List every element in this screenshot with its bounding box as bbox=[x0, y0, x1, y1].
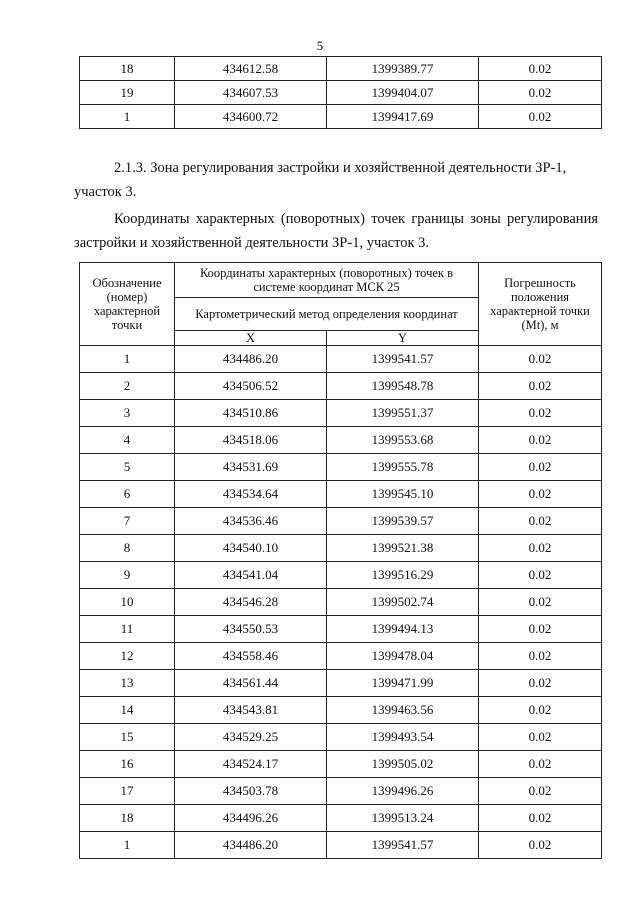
error-cell: 0.02 bbox=[479, 616, 602, 643]
header-point-number: Обозначение (номер) характерной точки bbox=[80, 263, 175, 346]
error-cell: 0.02 bbox=[479, 105, 602, 129]
point-number-cell: 12 bbox=[80, 643, 175, 670]
y-coordinate-cell: 1399502.74 bbox=[327, 589, 479, 616]
table-row bbox=[80, 643, 602, 670]
point-number-cell: 1 bbox=[80, 105, 175, 129]
table-header bbox=[80, 263, 602, 346]
header-x: X bbox=[175, 331, 327, 346]
table-row bbox=[80, 832, 602, 859]
point-number-cell: 1 bbox=[80, 346, 175, 373]
point-number-cell: 18 bbox=[80, 805, 175, 832]
y-coordinate-cell: 1399541.57 bbox=[327, 832, 479, 859]
coordinates-table-continued bbox=[79, 56, 602, 129]
table-body bbox=[80, 346, 602, 859]
error-cell: 0.02 bbox=[479, 81, 602, 105]
x-coordinate-cell: 434518.06 bbox=[175, 427, 327, 454]
y-coordinate-cell: 1399404.07 bbox=[327, 81, 479, 105]
y-coordinate-cell: 1399496.26 bbox=[327, 778, 479, 805]
point-number-cell: 3 bbox=[80, 400, 175, 427]
point-number-cell: 10 bbox=[80, 589, 175, 616]
table-row bbox=[80, 697, 602, 724]
table-row bbox=[80, 778, 602, 805]
point-number-cell: 6 bbox=[80, 481, 175, 508]
y-coordinate-cell: 1399463.56 bbox=[327, 697, 479, 724]
error-cell: 0.02 bbox=[479, 724, 602, 751]
error-cell: 0.02 bbox=[479, 57, 602, 81]
y-coordinate-cell: 1399555.78 bbox=[327, 454, 479, 481]
table-row bbox=[80, 670, 602, 697]
top-table-body bbox=[80, 57, 602, 129]
error-cell: 0.02 bbox=[479, 589, 602, 616]
table-row bbox=[80, 427, 602, 454]
header-coordinates: Координаты характерных (поворотных) точек в системе координат МСК 25 bbox=[175, 263, 479, 298]
table-row bbox=[80, 481, 602, 508]
x-coordinate-cell: 434486.20 bbox=[175, 832, 327, 859]
error-cell: 0.02 bbox=[479, 778, 602, 805]
y-coordinate-cell: 1399553.68 bbox=[327, 427, 479, 454]
y-coordinate-cell: 1399389.77 bbox=[327, 57, 479, 81]
error-cell: 0.02 bbox=[479, 508, 602, 535]
x-coordinate-cell: 434600.72 bbox=[175, 105, 327, 129]
table-row bbox=[80, 454, 602, 481]
point-number-cell: 1 bbox=[80, 832, 175, 859]
error-cell: 0.02 bbox=[479, 346, 602, 373]
error-cell: 0.02 bbox=[479, 481, 602, 508]
error-cell: 0.02 bbox=[479, 400, 602, 427]
error-cell: 0.02 bbox=[479, 643, 602, 670]
x-coordinate-cell: 434550.53 bbox=[175, 616, 327, 643]
error-cell: 0.02 bbox=[479, 751, 602, 778]
x-coordinate-cell: 434612.58 bbox=[175, 57, 327, 81]
table-row bbox=[80, 616, 602, 643]
x-coordinate-cell: 434506.52 bbox=[175, 373, 327, 400]
y-coordinate-cell: 1399513.24 bbox=[327, 805, 479, 832]
point-number-cell: 19 bbox=[80, 81, 175, 105]
y-coordinate-cell: 1399505.02 bbox=[327, 751, 479, 778]
table-row bbox=[80, 346, 602, 373]
y-coordinate-cell: 1399478.04 bbox=[327, 643, 479, 670]
point-number-cell: 7 bbox=[80, 508, 175, 535]
point-number-cell: 9 bbox=[80, 562, 175, 589]
y-coordinate-cell: 1399471.99 bbox=[327, 670, 479, 697]
point-number-cell: 2 bbox=[80, 373, 175, 400]
table-row bbox=[80, 57, 602, 81]
y-coordinate-cell: 1399516.29 bbox=[327, 562, 479, 589]
header-y: Y bbox=[327, 331, 479, 346]
x-coordinate-cell: 434486.20 bbox=[175, 346, 327, 373]
error-cell: 0.02 bbox=[479, 562, 602, 589]
y-coordinate-cell: 1399521.38 bbox=[327, 535, 479, 562]
error-cell: 0.02 bbox=[479, 373, 602, 400]
x-coordinate-cell: 434534.64 bbox=[175, 481, 327, 508]
error-cell: 0.02 bbox=[479, 454, 602, 481]
table-row bbox=[80, 535, 602, 562]
table-row bbox=[80, 105, 602, 129]
table-row bbox=[80, 805, 602, 832]
y-coordinate-cell: 1399548.78 bbox=[327, 373, 479, 400]
x-coordinate-cell: 434541.04 bbox=[175, 562, 327, 589]
point-number-cell: 17 bbox=[80, 778, 175, 805]
x-coordinate-cell: 434607.53 bbox=[175, 81, 327, 105]
x-coordinate-cell: 434529.25 bbox=[175, 724, 327, 751]
error-cell: 0.02 bbox=[479, 697, 602, 724]
point-number-cell: 16 bbox=[80, 751, 175, 778]
table-row bbox=[80, 400, 602, 427]
table-row bbox=[80, 724, 602, 751]
x-coordinate-cell: 434558.46 bbox=[175, 643, 327, 670]
table-row bbox=[80, 81, 602, 105]
x-coordinate-cell: 434510.86 bbox=[175, 400, 327, 427]
x-coordinate-cell: 434543.81 bbox=[175, 697, 327, 724]
x-coordinate-cell: 434503.78 bbox=[175, 778, 327, 805]
x-coordinate-cell: 434546.28 bbox=[175, 589, 327, 616]
y-coordinate-cell: 1399494.13 bbox=[327, 616, 479, 643]
point-number-cell: 13 bbox=[80, 670, 175, 697]
table-row bbox=[80, 562, 602, 589]
point-number-cell: 18 bbox=[80, 57, 175, 81]
x-coordinate-cell: 434524.17 bbox=[175, 751, 327, 778]
section-intro: Координаты характерных (поворотных) точек границы зоны регулирования застройки и хозяйственной деятельности ЗР-1, участок 3. bbox=[74, 211, 598, 251]
point-number-cell: 11 bbox=[80, 616, 175, 643]
point-number-cell: 5 bbox=[80, 454, 175, 481]
point-number-cell: 15 bbox=[80, 724, 175, 751]
point-number-cell: 8 bbox=[80, 535, 175, 562]
error-cell: 0.02 bbox=[479, 805, 602, 832]
error-cell: 0.02 bbox=[479, 670, 602, 697]
table-row bbox=[80, 508, 602, 535]
section-heading: 2.1.3. Зона регулирования застройки и хозяйственной деятельности ЗР-1, участок 3. bbox=[74, 160, 567, 200]
page-number: 5 bbox=[316, 38, 324, 53]
x-coordinate-cell: 434496.26 bbox=[175, 805, 327, 832]
header-method: Картометрический метод определения координат bbox=[175, 298, 479, 331]
coordinates-table bbox=[79, 262, 602, 859]
point-number-cell: 14 bbox=[80, 697, 175, 724]
header-error: Погрешность положения характерной точки (Mt), м bbox=[479, 263, 602, 346]
x-coordinate-cell: 434540.10 bbox=[175, 535, 327, 562]
table-row bbox=[80, 751, 602, 778]
point-number-cell: 4 bbox=[80, 427, 175, 454]
y-coordinate-cell: 1399545.10 bbox=[327, 481, 479, 508]
x-coordinate-cell: 434536.46 bbox=[175, 508, 327, 535]
x-coordinate-cell: 434561.44 bbox=[175, 670, 327, 697]
error-cell: 0.02 bbox=[479, 832, 602, 859]
y-coordinate-cell: 1399541.57 bbox=[327, 346, 479, 373]
table-row bbox=[80, 373, 602, 400]
error-cell: 0.02 bbox=[479, 535, 602, 562]
y-coordinate-cell: 1399417.69 bbox=[327, 105, 479, 129]
y-coordinate-cell: 1399539.57 bbox=[327, 508, 479, 535]
y-coordinate-cell: 1399551.37 bbox=[327, 400, 479, 427]
error-cell: 0.02 bbox=[479, 427, 602, 454]
y-coordinate-cell: 1399493.54 bbox=[327, 724, 479, 751]
x-coordinate-cell: 434531.69 bbox=[175, 454, 327, 481]
table-row bbox=[80, 589, 602, 616]
